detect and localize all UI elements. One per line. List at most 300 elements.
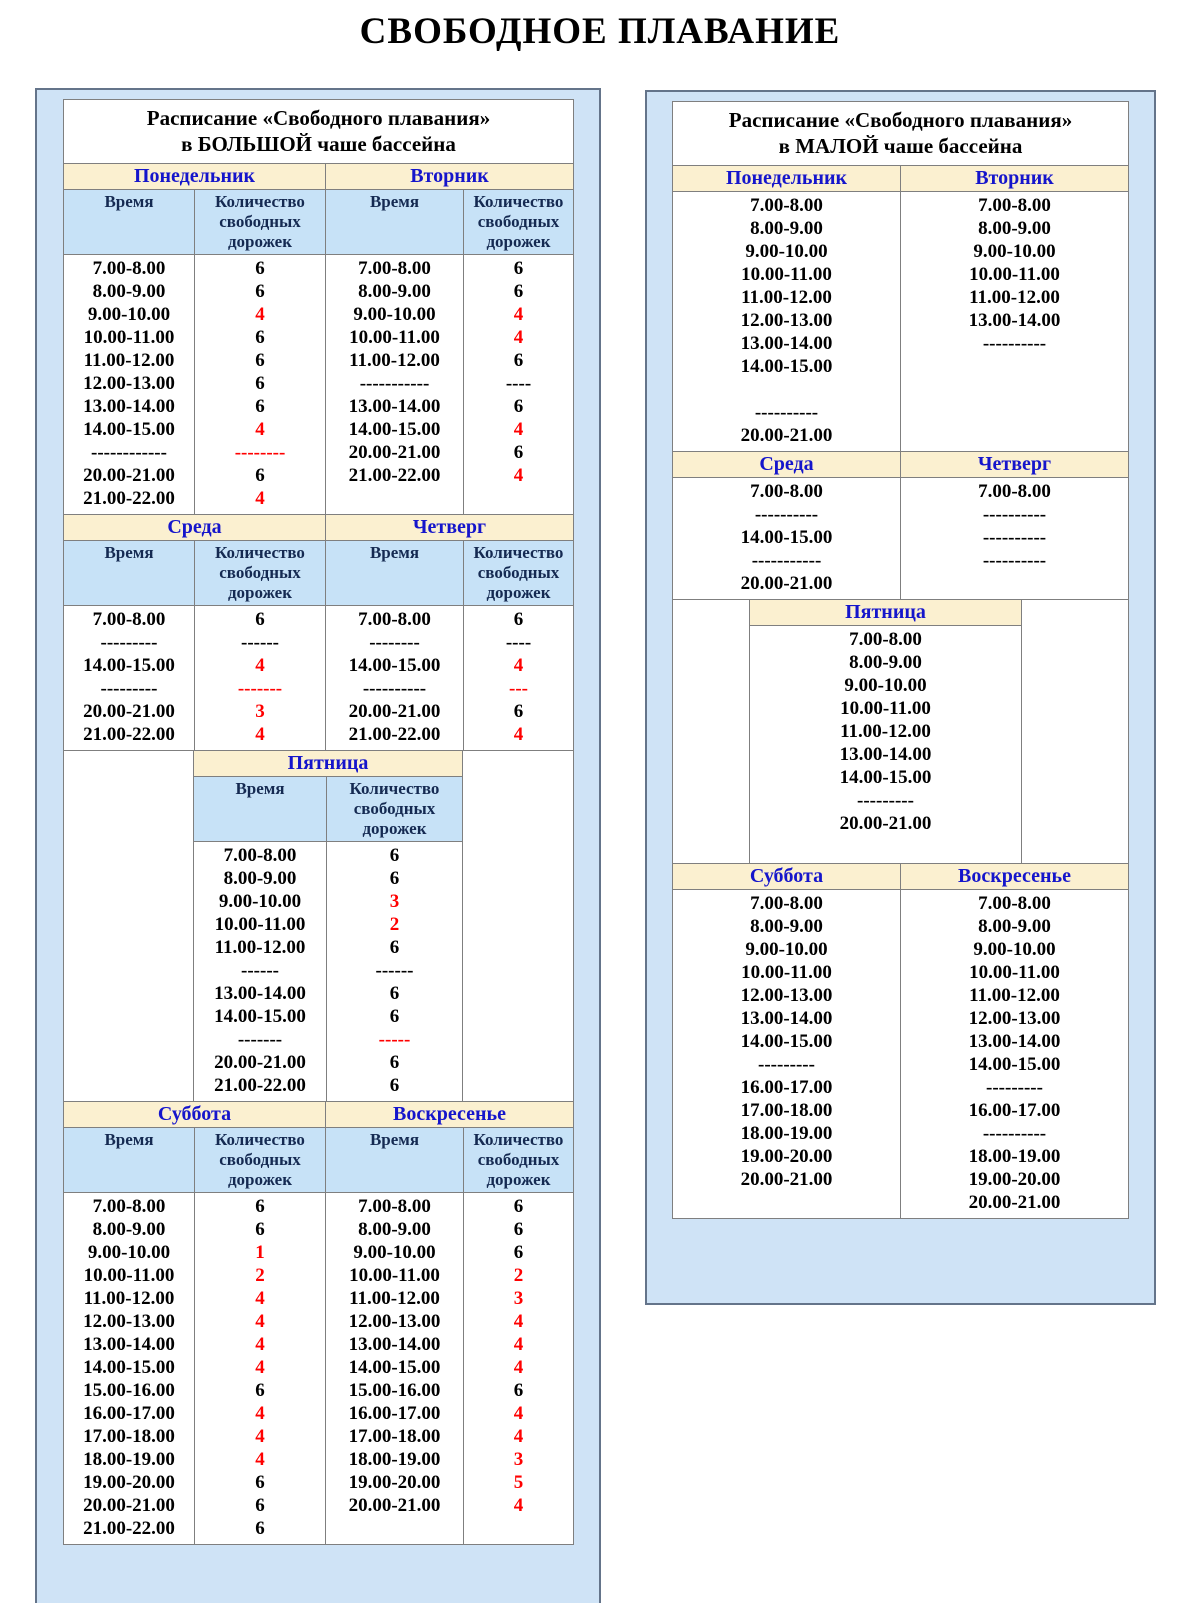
times-column bbox=[673, 890, 901, 1218]
data-row bbox=[64, 1193, 573, 1544]
data-row bbox=[673, 192, 1128, 451]
time-value: 10.00-11.00 bbox=[840, 698, 931, 719]
col-header-time: Время bbox=[326, 1128, 464, 1192]
lanes-value: 2 bbox=[513, 1265, 524, 1286]
lanes-value: 6 bbox=[255, 1219, 265, 1240]
time-value: 8.00-9.00 bbox=[750, 916, 823, 937]
time-value: 20.00-21.00 bbox=[83, 701, 175, 722]
time-value: 13.00-14.00 bbox=[348, 1334, 441, 1355]
lanes-value: 6 bbox=[255, 373, 265, 394]
section-friday bbox=[64, 750, 573, 1101]
time-value: 7.00-8.00 bbox=[223, 845, 297, 866]
time-value: --------- bbox=[857, 790, 914, 811]
day-header-row bbox=[673, 864, 1128, 890]
time-value: 11.00-12.00 bbox=[969, 985, 1060, 1006]
time-value: ---------- bbox=[982, 504, 1047, 525]
time-value: 20.00-21.00 bbox=[348, 701, 441, 722]
time-value: 14.00-15.00 bbox=[214, 1006, 306, 1027]
lanes-value: 6 bbox=[255, 1518, 265, 1539]
friday-right-spacer bbox=[1022, 600, 1128, 863]
time-value: 12.00-13.00 bbox=[83, 1311, 175, 1332]
time-value: 12.00-13.00 bbox=[968, 1008, 1061, 1029]
lanes-value: ------ bbox=[241, 632, 279, 653]
small-pool-panel bbox=[645, 90, 1156, 1305]
time-value: 19.00-20.00 bbox=[348, 1472, 441, 1493]
time-value: 9.00-10.00 bbox=[745, 241, 828, 262]
col-header-time: Время bbox=[326, 541, 464, 605]
lanes-value: 6 bbox=[389, 868, 400, 889]
time-value: ------ bbox=[241, 960, 279, 981]
time-value: 14.00-15.00 bbox=[83, 655, 175, 676]
time-value: 14.00-15.00 bbox=[83, 1357, 175, 1378]
lanes-value: 6 bbox=[389, 1075, 400, 1096]
lanes-value: 6 bbox=[513, 1196, 524, 1217]
friday-right-spacer bbox=[463, 751, 573, 1101]
time-value: 19.00-20.00 bbox=[740, 1146, 833, 1167]
time-value: --------- bbox=[100, 678, 158, 699]
time-value: 7.00-8.00 bbox=[978, 481, 1051, 502]
lanes-value: 6 bbox=[255, 1472, 265, 1493]
lanes-value: ----- bbox=[378, 1029, 411, 1050]
col-header-lanes: Количество свободных дорожек bbox=[473, 1130, 564, 1189]
lanes-value: 4 bbox=[513, 655, 524, 676]
time-value: 21.00-22.00 bbox=[83, 1518, 175, 1539]
time-value: 18.00-19.00 bbox=[740, 1123, 833, 1144]
lanes-value: 6 bbox=[513, 442, 524, 463]
lanes-value: ---- bbox=[505, 373, 532, 394]
time-value: 21.00-22.00 bbox=[348, 724, 441, 745]
column-header-row bbox=[64, 190, 573, 255]
big-pool-sheet bbox=[63, 99, 574, 1545]
col-header-time: Время bbox=[194, 777, 327, 841]
lanes-value: 4 bbox=[255, 488, 265, 509]
time-column bbox=[64, 606, 195, 750]
data-row bbox=[64, 606, 573, 750]
time-value: 10.00-11.00 bbox=[969, 264, 1060, 285]
big-pool-title-line-2: в БОЛЬШОЙ чаше бассейна bbox=[181, 132, 456, 156]
time-value: ------------ bbox=[91, 442, 167, 463]
section-monday-tuesday bbox=[673, 165, 1128, 451]
section-wednesday-thursday bbox=[64, 514, 573, 750]
time-value: 7.00-8.00 bbox=[849, 629, 922, 650]
lanes-value: 6 bbox=[255, 1380, 265, 1401]
time-value: 9.00-10.00 bbox=[844, 675, 927, 696]
time-value: ---------- bbox=[982, 1123, 1047, 1144]
time-value: 9.00-10.00 bbox=[87, 1242, 171, 1263]
time-value: 19.00-20.00 bbox=[83, 1472, 175, 1493]
lanes-value: 4 bbox=[513, 327, 524, 348]
time-value: 18.00-19.00 bbox=[348, 1449, 441, 1470]
lanes-value: 4 bbox=[513, 419, 524, 440]
lanes-value: 4 bbox=[255, 304, 265, 325]
lanes-value: 4 bbox=[255, 655, 265, 676]
col-header-lanes: Количество свободных дорожек bbox=[473, 543, 564, 602]
time-value: 9.00-10.00 bbox=[973, 939, 1056, 960]
time-value: 11.00-12.00 bbox=[840, 721, 931, 742]
lanes-value: 6 bbox=[389, 983, 400, 1004]
time-value: 7.00-8.00 bbox=[92, 1196, 166, 1217]
section-wednesday-thursday bbox=[673, 451, 1128, 599]
lanes-value: 4 bbox=[255, 1403, 265, 1424]
time-value: 13.00-14.00 bbox=[968, 310, 1061, 331]
time-value: ----------- bbox=[751, 550, 822, 571]
time-value: 8.00-9.00 bbox=[358, 281, 431, 302]
col-header-lanes: Количество свободных дорожек bbox=[195, 190, 326, 254]
time-value: 11.00-12.00 bbox=[349, 1288, 440, 1309]
time-value: 8.00-9.00 bbox=[358, 1219, 431, 1240]
time-value: 9.00-10.00 bbox=[745, 939, 828, 960]
time-value: 9.00-10.00 bbox=[353, 304, 436, 325]
small-pool-title-line-2: в МАЛОЙ чаше бассейна bbox=[778, 134, 1023, 158]
day-header-monday: Понедельник bbox=[64, 164, 326, 189]
lanes-value: 4 bbox=[255, 1426, 265, 1447]
lanes-value: 4 bbox=[255, 1311, 265, 1332]
section-saturday-sunday bbox=[64, 1101, 573, 1544]
small-pool-sheet bbox=[672, 101, 1129, 1219]
time-value: ---------- bbox=[754, 402, 819, 423]
big-pool-panel bbox=[35, 88, 601, 1603]
time-value: 8.00-9.00 bbox=[849, 652, 922, 673]
times-column bbox=[673, 192, 901, 451]
lanes-value: 5 bbox=[513, 1472, 524, 1493]
time-value: ---------- bbox=[362, 678, 427, 699]
data-row bbox=[64, 255, 573, 514]
time-value: 14.00-15.00 bbox=[968, 1054, 1061, 1075]
day-header-wednesday: Среда bbox=[64, 515, 326, 540]
lanes-value: 6 bbox=[389, 937, 400, 958]
time-value: 16.00-17.00 bbox=[968, 1100, 1061, 1121]
time-value: 20.00-21.00 bbox=[839, 813, 932, 834]
day-header-friday: Пятница bbox=[845, 601, 926, 623]
time-value: 14.00-15.00 bbox=[839, 767, 932, 788]
lanes-value: 6 bbox=[255, 1495, 265, 1516]
time-value bbox=[673, 378, 900, 401]
lanes-value: 6 bbox=[513, 1242, 524, 1263]
time-value: 8.00-9.00 bbox=[750, 218, 823, 239]
time-value: 21.00-22.00 bbox=[214, 1075, 306, 1096]
time-value: 13.00-14.00 bbox=[740, 333, 833, 354]
time-value: 17.00-18.00 bbox=[740, 1100, 833, 1121]
small-pool-sections bbox=[673, 165, 1128, 1218]
big-pool-title-line-1: Расписание «Свободного плавания» bbox=[146, 106, 491, 130]
time-value: 12.00-13.00 bbox=[740, 310, 833, 331]
lanes-column bbox=[195, 1193, 326, 1544]
day-header-wednesday: Среда bbox=[673, 452, 901, 477]
time-value: 7.00-8.00 bbox=[92, 609, 166, 630]
time-value: 19.00-20.00 bbox=[968, 1169, 1061, 1190]
time-value: 13.00-14.00 bbox=[839, 744, 932, 765]
lanes-value: 6 bbox=[513, 701, 524, 722]
small-pool-sheet-title bbox=[673, 102, 1128, 165]
data-row bbox=[673, 478, 1128, 599]
lanes-value: --- bbox=[509, 678, 528, 699]
day-header-saturday: Суббота bbox=[64, 1102, 326, 1127]
time-value: ---------- bbox=[982, 527, 1047, 548]
day-header-row bbox=[64, 1102, 573, 1128]
lanes-value: 4 bbox=[255, 724, 265, 745]
time-value: 10.00-11.00 bbox=[83, 327, 175, 348]
day-header-sunday: Воскресенье bbox=[393, 1103, 506, 1125]
lanes-value: 4 bbox=[255, 1288, 265, 1309]
time-value: ---------- bbox=[754, 504, 819, 525]
time-value: 18.00-19.00 bbox=[83, 1449, 175, 1470]
time-value: 8.00-9.00 bbox=[223, 868, 297, 889]
time-column bbox=[326, 1193, 464, 1544]
time-value: 17.00-18.00 bbox=[83, 1426, 175, 1447]
section-friday bbox=[673, 599, 1128, 863]
lanes-value: ------ bbox=[375, 960, 414, 981]
time-value: ---------- bbox=[982, 550, 1047, 571]
lanes-value: 2 bbox=[255, 1265, 265, 1286]
lanes-value: 6 bbox=[513, 396, 524, 417]
day-header-row bbox=[750, 600, 1021, 626]
time-value: 17.00-18.00 bbox=[348, 1426, 441, 1447]
friday-box bbox=[193, 751, 463, 1101]
time-value: 10.00-11.00 bbox=[83, 1265, 175, 1286]
time-value: 12.00-13.00 bbox=[740, 985, 833, 1006]
time-value: 13.00-14.00 bbox=[968, 1031, 1061, 1052]
big-pool-sheet-title bbox=[64, 100, 573, 163]
time-value: 8.00-9.00 bbox=[92, 281, 166, 302]
big-pool-sections bbox=[64, 163, 573, 1544]
time-value: 11.00-12.00 bbox=[741, 287, 832, 308]
lanes-value: 1 bbox=[255, 1242, 265, 1263]
time-value: ---------- bbox=[982, 333, 1047, 354]
day-header-row bbox=[673, 452, 1128, 478]
time-value: 21.00-22.00 bbox=[83, 724, 175, 745]
lanes-value: 4 bbox=[513, 304, 524, 325]
times-column bbox=[901, 192, 1128, 451]
time-column bbox=[194, 842, 327, 1101]
time-value: ------- bbox=[237, 1029, 283, 1050]
lanes-value: 6 bbox=[255, 1196, 265, 1217]
time-value: --------- bbox=[758, 1054, 815, 1075]
day-header-row bbox=[64, 164, 573, 190]
time-value: 7.00-8.00 bbox=[358, 1196, 431, 1217]
lanes-column bbox=[195, 606, 326, 750]
time-value: 7.00-8.00 bbox=[750, 195, 823, 216]
day-header-row bbox=[194, 751, 462, 777]
time-column bbox=[64, 255, 195, 514]
lanes-value: 6 bbox=[513, 1219, 524, 1240]
data-row bbox=[750, 626, 1021, 863]
day-header-friday: Пятница bbox=[287, 752, 369, 774]
time-value: 12.00-13.00 bbox=[83, 373, 175, 394]
lanes-value: 3 bbox=[255, 701, 265, 722]
lanes-value: 4 bbox=[513, 465, 524, 486]
time-value: 20.00-21.00 bbox=[83, 1495, 175, 1516]
time-value: 9.00-10.00 bbox=[353, 1242, 436, 1263]
time-value: 7.00-8.00 bbox=[92, 258, 166, 279]
time-value: -------- bbox=[369, 632, 420, 653]
day-header-sunday: Воскресенье bbox=[958, 865, 1071, 887]
lanes-value: 6 bbox=[255, 327, 265, 348]
lanes-value: 4 bbox=[513, 1357, 524, 1378]
column-header-row bbox=[64, 541, 573, 606]
col-header-lanes: Количество свободных дорожек bbox=[195, 1128, 326, 1192]
time-value: 10.00-11.00 bbox=[214, 914, 306, 935]
col-header-lanes: Количество свободных дорожек bbox=[349, 779, 440, 838]
time-value: 14.00-15.00 bbox=[740, 356, 833, 377]
col-header-time: Время bbox=[64, 541, 195, 605]
friday-left-spacer bbox=[673, 600, 749, 863]
time-value: 9.00-10.00 bbox=[973, 241, 1056, 262]
friday-left-spacer bbox=[64, 751, 193, 1101]
day-header-thursday: Четверг bbox=[412, 516, 487, 538]
lanes-value: 4 bbox=[255, 1357, 265, 1378]
time-value: 12.00-13.00 bbox=[348, 1311, 441, 1332]
small-pool-title-line-1: Расписание «Свободного плавания» bbox=[728, 108, 1073, 132]
data-row bbox=[194, 842, 462, 1101]
lanes-value: 4 bbox=[513, 1426, 524, 1447]
time-value: 15.00-16.00 bbox=[348, 1380, 441, 1401]
lanes-value: 6 bbox=[255, 609, 265, 630]
time-value: 20.00-21.00 bbox=[348, 442, 441, 463]
lanes-value: 2 bbox=[389, 914, 400, 935]
lanes-column bbox=[464, 606, 573, 750]
lanes-column bbox=[195, 255, 326, 514]
time-column bbox=[326, 255, 464, 514]
time-value: 7.00-8.00 bbox=[358, 609, 431, 630]
time-value: 13.00-14.00 bbox=[83, 396, 175, 417]
lanes-value: 3 bbox=[513, 1288, 524, 1309]
time-value: 13.00-14.00 bbox=[83, 1334, 175, 1355]
time-column bbox=[326, 606, 464, 750]
time-value: 10.00-11.00 bbox=[349, 327, 440, 348]
lanes-value: 6 bbox=[255, 281, 265, 302]
lanes-value: 6 bbox=[255, 350, 265, 371]
time-value: 7.00-8.00 bbox=[358, 258, 431, 279]
time-value: 7.00-8.00 bbox=[750, 481, 823, 502]
time-value: 20.00-21.00 bbox=[83, 465, 175, 486]
time-value: 14.00-15.00 bbox=[348, 655, 441, 676]
time-value: 20.00-21.00 bbox=[348, 1495, 441, 1516]
friday-box bbox=[749, 600, 1022, 863]
time-value: 14.00-15.00 bbox=[740, 527, 833, 548]
time-value: 7.00-8.00 bbox=[750, 893, 823, 914]
time-value: 10.00-11.00 bbox=[741, 264, 832, 285]
page-title: СВОБОДНОЕ ПЛАВАНИЕ bbox=[359, 11, 841, 52]
lanes-value: 6 bbox=[389, 1052, 400, 1073]
lanes-value: 6 bbox=[513, 281, 524, 302]
times-column bbox=[750, 626, 1021, 863]
lanes-value: 6 bbox=[389, 845, 400, 866]
time-value: 7.00-8.00 bbox=[978, 893, 1051, 914]
lanes-value: 4 bbox=[255, 419, 265, 440]
col-header-lanes: Количество свободных дорожек bbox=[195, 541, 326, 605]
time-value: ----------- bbox=[359, 373, 430, 394]
times-column bbox=[673, 478, 901, 599]
column-header-row bbox=[64, 1128, 573, 1193]
lanes-value: 4 bbox=[513, 1403, 524, 1424]
col-header-time: Время bbox=[64, 190, 195, 254]
lanes-column bbox=[327, 842, 462, 1101]
time-value: 11.00-12.00 bbox=[214, 937, 306, 958]
col-header-lanes: Количество свободных дорожек bbox=[473, 192, 564, 251]
lanes-value: 3 bbox=[513, 1449, 524, 1470]
day-header-tuesday: Вторник bbox=[975, 167, 1054, 189]
section-saturday-sunday bbox=[673, 863, 1128, 1218]
times-column bbox=[901, 890, 1128, 1218]
time-value: 15.00-16.00 bbox=[83, 1380, 175, 1401]
time-value: --------- bbox=[986, 1077, 1043, 1098]
day-header-monday: Понедельник bbox=[673, 166, 901, 191]
day-header-saturday: Суббота bbox=[673, 864, 901, 889]
lanes-column bbox=[464, 1193, 573, 1544]
lanes-value: 4 bbox=[255, 1449, 265, 1470]
lanes-value: 4 bbox=[513, 724, 524, 745]
time-value: 18.00-19.00 bbox=[968, 1146, 1061, 1167]
lanes-value: 3 bbox=[389, 891, 400, 912]
time-value: 10.00-11.00 bbox=[969, 962, 1060, 983]
time-value: 8.00-9.00 bbox=[978, 218, 1051, 239]
time-value: 21.00-22.00 bbox=[348, 465, 441, 486]
lanes-value: 6 bbox=[513, 258, 524, 279]
day-header-row bbox=[64, 515, 573, 541]
lanes-value: 6 bbox=[255, 465, 265, 486]
lanes-value: 4 bbox=[513, 1495, 524, 1516]
time-value: 8.00-9.00 bbox=[92, 1219, 166, 1240]
time-value: 9.00-10.00 bbox=[218, 891, 302, 912]
day-header-row bbox=[673, 166, 1128, 192]
lanes-value: ---- bbox=[505, 632, 532, 653]
time-value: 14.00-15.00 bbox=[348, 419, 441, 440]
time-value: 11.00-12.00 bbox=[83, 350, 175, 371]
time-value: 7.00-8.00 bbox=[978, 195, 1051, 216]
data-row bbox=[673, 890, 1128, 1218]
lanes-value: 6 bbox=[255, 396, 265, 417]
lanes-value: 6 bbox=[255, 258, 265, 279]
lanes-value: -------- bbox=[234, 442, 286, 463]
time-value: 16.00-17.00 bbox=[740, 1077, 833, 1098]
day-header-thursday: Четверг bbox=[977, 453, 1052, 475]
day-header-tuesday: Вторник bbox=[410, 165, 489, 187]
time-column bbox=[64, 1193, 195, 1544]
time-value: 13.00-14.00 bbox=[740, 1008, 833, 1029]
lanes-value: 6 bbox=[513, 350, 524, 371]
time-value: --------- bbox=[100, 632, 158, 653]
lanes-value: 4 bbox=[513, 1311, 524, 1332]
time-value: 9.00-10.00 bbox=[87, 304, 171, 325]
time-value: 10.00-11.00 bbox=[349, 1265, 440, 1286]
time-value: 8.00-9.00 bbox=[978, 916, 1051, 937]
time-value: 11.00-12.00 bbox=[83, 1288, 175, 1309]
section-monday-tuesday bbox=[64, 163, 573, 514]
time-value: 11.00-12.00 bbox=[969, 287, 1060, 308]
lanes-value: 4 bbox=[513, 1334, 524, 1355]
lanes-column bbox=[464, 255, 573, 514]
time-value: 14.00-15.00 bbox=[83, 419, 175, 440]
time-value: 20.00-21.00 bbox=[740, 1169, 833, 1190]
col-header-time: Время bbox=[326, 190, 464, 254]
column-header-row bbox=[194, 777, 462, 842]
time-value: 20.00-21.00 bbox=[968, 1192, 1061, 1213]
time-value: 16.00-17.00 bbox=[83, 1403, 175, 1424]
time-value: 16.00-17.00 bbox=[348, 1403, 441, 1424]
lanes-value: 6 bbox=[513, 1380, 524, 1401]
time-value: 13.00-14.00 bbox=[214, 983, 306, 1004]
time-value: 14.00-15.00 bbox=[740, 1031, 833, 1052]
time-value: 21.00-22.00 bbox=[83, 488, 175, 509]
time-value: 11.00-12.00 bbox=[349, 350, 440, 371]
time-value: 20.00-21.00 bbox=[740, 573, 833, 594]
lanes-value: 4 bbox=[255, 1334, 265, 1355]
lanes-value: 6 bbox=[389, 1006, 400, 1027]
time-value: 20.00-21.00 bbox=[740, 425, 833, 446]
lanes-value: 6 bbox=[513, 609, 524, 630]
time-value: 20.00-21.00 bbox=[214, 1052, 306, 1073]
time-value: 14.00-15.00 bbox=[348, 1357, 441, 1378]
